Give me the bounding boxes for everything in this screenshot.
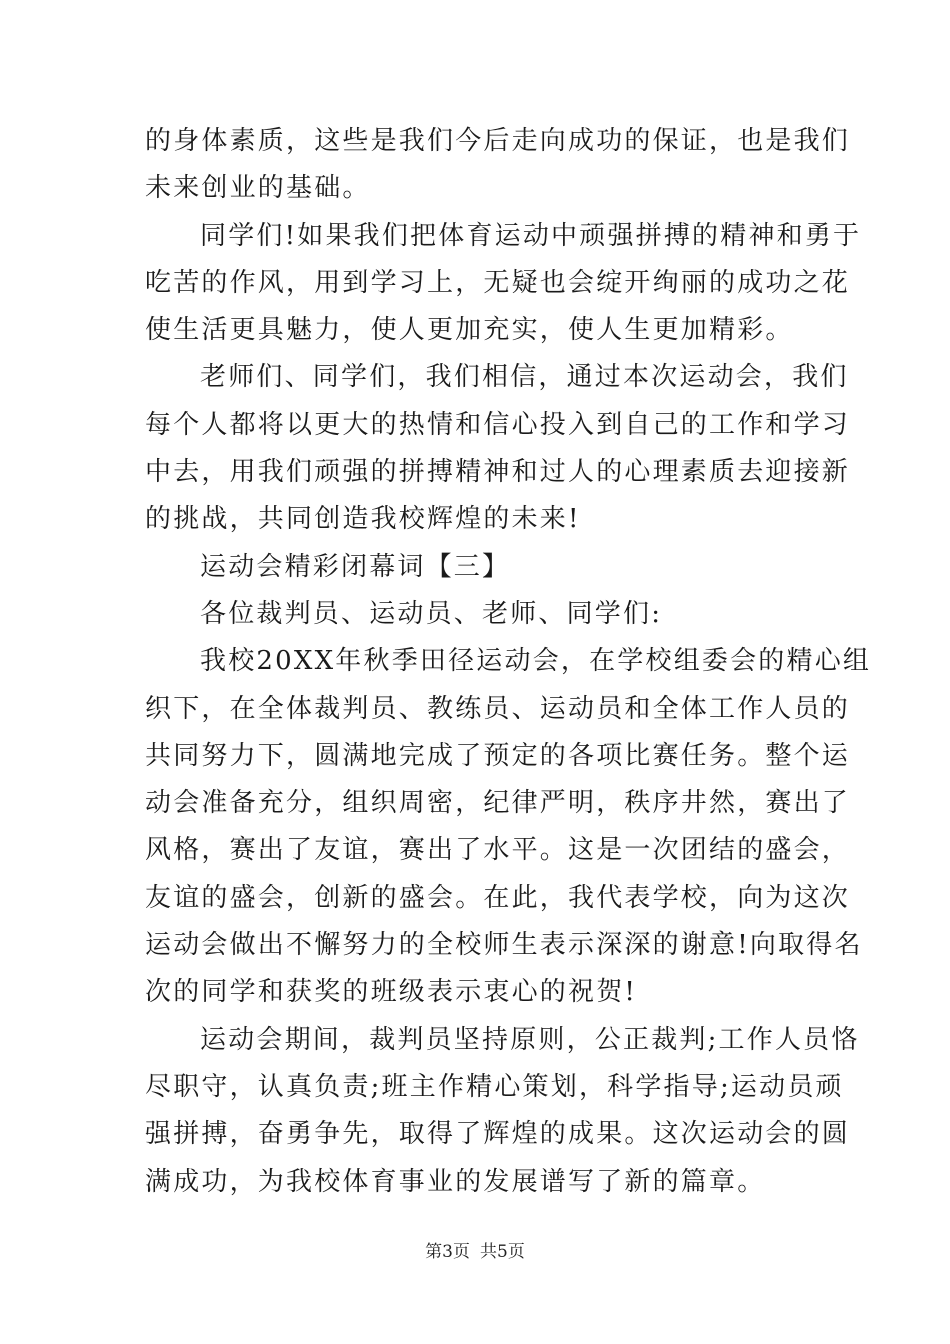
- page-footer: [0, 1241, 950, 1263]
- text-line: 次的同学和获奖的班级表示衷心的祝贺!: [145, 977, 638, 1008]
- text-line: 的身体素质，这些是我们今后走向成功的保证，也是我们: [145, 126, 851, 156]
- text-line: 强拼搏，奋勇争先，取得了辉煌的成果。这次运动会的圆: [145, 1119, 851, 1150]
- text-line: 满成功，为我校体育事业的发展谱写了新的篇章。: [145, 1166, 766, 1197]
- text-line: 中去，用我们顽强的拼搏精神和过人的心理素质去迎接新: [145, 457, 851, 488]
- page-number: 第3页: [425, 1242, 470, 1262]
- text-line: 运动会做出不懈努力的全校师生表示深深的谢意!向取得名: [145, 930, 863, 961]
- text-line: 每个人都将以更大的热情和信心投入到自己的工作和学习: [145, 409, 851, 440]
- text-line: 风格，赛出了友谊，赛出了水平。这是一次团结的盛会，: [145, 835, 851, 866]
- text-line: 老师们、同学们，我们相信，通过本次运动会，我们: [200, 362, 849, 393]
- text-line: 运动会精彩闭幕词【三】: [200, 551, 511, 582]
- text-line: 吃苦的作风，用到学习上，无疑也会绽开绚丽的成功之花: [145, 267, 851, 298]
- page-total: 共5页: [480, 1242, 525, 1262]
- text-line: 我校20XX年秋季田径运动会，在学校组委会的精心组: [200, 646, 872, 677]
- text-line: 未来创业的基础。: [145, 173, 371, 204]
- document-body: [145, 118, 872, 1206]
- text-line: 的挑战，共同创造我校辉煌的未来!: [145, 504, 581, 535]
- text-line: 同学们!如果我们把体育运动中顽强拼搏的精神和勇于: [200, 220, 862, 251]
- text-line: 动会准备充分，组织周密，纪律严明，秩序井然，赛出了: [145, 788, 851, 819]
- text-line: 友谊的盛会，创新的盛会。在此，我代表学校，向为这次: [145, 882, 851, 913]
- text-line: 尽职守，认真负责;班主作精心策划，科学指导;运动员顽: [145, 1071, 844, 1102]
- text-line: 各位裁判员、运动员、老师、同学们:: [200, 598, 663, 629]
- text-line: 使生活更具魅力，使人更加充实，使人生更加精彩。: [145, 315, 794, 346]
- text-line: 运动会期间，裁判员坚持原则，公正裁判;工作人员恪: [200, 1024, 860, 1055]
- text-line: 共同努力下，圆满地完成了预定的各项比赛任务。整个运: [145, 740, 851, 771]
- text-line: 织下，在全体裁判员、教练员、运动员和全体工作人员的: [145, 693, 851, 724]
